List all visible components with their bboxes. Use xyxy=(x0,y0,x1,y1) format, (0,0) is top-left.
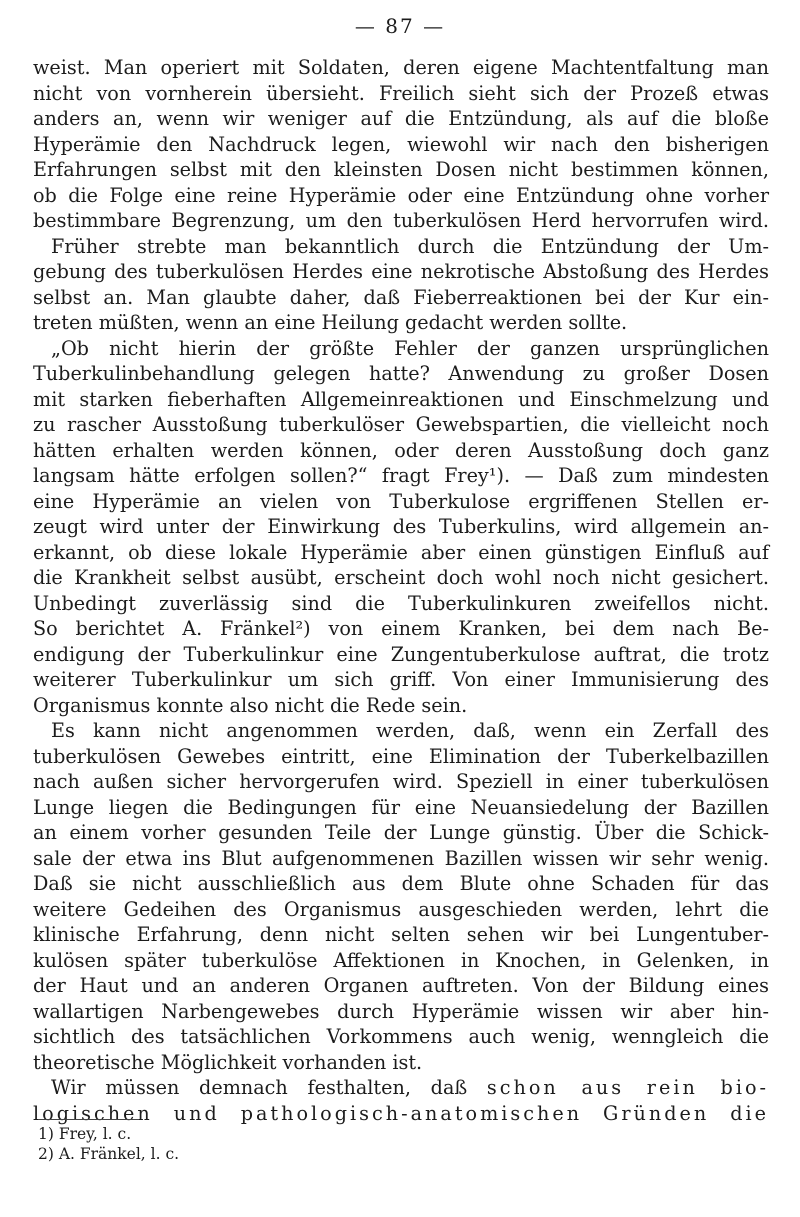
text-line-content: tuberkulösen Gewebes eintritt, eine Elimination der Tuberkelbazillen xyxy=(33,744,769,768)
text-line xyxy=(33,489,769,515)
text-line xyxy=(33,157,769,183)
text-line-content: weiterer Tuberkulinkur um sich griff. Von einer Immunisierung des xyxy=(33,668,769,691)
text-line-content: zu rascher Ausstoßung tuberkulöser Gewebspartien, die vielleicht noch xyxy=(33,413,769,436)
footnote-divider xyxy=(38,1119,138,1120)
text-line-content: sichtlich des tatsächlichen Vorkommens auch wenig, wenngleich die xyxy=(33,1025,769,1048)
text-line xyxy=(33,361,769,387)
text-line xyxy=(33,999,769,1025)
text-line-content: Lunge liegen die Bedingungen für eine Neuansiedelung der Bazillen xyxy=(33,795,769,819)
text-line xyxy=(33,769,769,795)
text-line xyxy=(33,871,769,897)
text-line xyxy=(33,514,769,540)
text-line xyxy=(33,744,769,770)
text-line xyxy=(33,897,769,923)
text-line xyxy=(33,1075,769,1101)
text-line xyxy=(33,106,769,132)
text-line-content: kulösen später tuberkulöse Affektionen in Knochen, in Gelenken, in xyxy=(33,948,769,972)
body-text xyxy=(33,55,769,1126)
text-line xyxy=(33,463,769,489)
text-line xyxy=(33,922,769,948)
text-line-content: die Krankheit selbst ausübt, erscheint doch wohl noch nicht gesichert. xyxy=(33,566,769,589)
text-line-content: sale der etwa ins Blut aufgenommenen Bazillen wissen wir sehr wenig. xyxy=(33,846,769,870)
emphasized-text: logischen und pathologisch-anatomischen Gründen die xyxy=(33,1101,769,1125)
footnotes xyxy=(38,1124,179,1164)
text-line xyxy=(33,310,769,336)
text-line-content: gebung des tuberkulösen Herdes eine nekrotische Abstoßung des Herdes xyxy=(33,260,769,283)
text-line-content: theoretische Möglichkeit vorhanden ist. xyxy=(33,1050,423,1074)
text-line xyxy=(33,591,769,617)
text-line-content: So berichtet A. Fränkel²) von einem Kranken, bei dem nach Be- xyxy=(33,617,769,640)
text-line xyxy=(33,387,769,413)
text-line xyxy=(33,846,769,872)
text-line-content: mit starken fieberhaften Allgemeinreaktionen und Einschmelzung und xyxy=(33,387,769,411)
text-line xyxy=(33,667,769,693)
text-line-content: hätten erhalten werden können, oder deren Ausstoßung doch ganz xyxy=(33,438,769,462)
text-line-content: anders an, wenn wir weniger auf die Entzündung, als auf die bloße xyxy=(33,107,769,130)
text-line-content: Früher strebte man bekanntlich durch die Entzündung der Um- xyxy=(51,234,769,258)
text-line-content: Wir müssen demnach festhalten, daß xyxy=(51,1076,468,1099)
text-line xyxy=(33,183,769,209)
text-line xyxy=(33,565,769,591)
text-line-content: selbst an. Man glaubte daher, daß Fieberreaktionen bei der Kur ein- xyxy=(33,285,769,309)
text-line-content: weitere Gedeihen des Organismus ausgeschieden werden, lehrt die xyxy=(33,897,769,921)
text-line-content: Daß sie nicht ausschließlich aus dem Blute ohne Schaden für das xyxy=(33,872,769,895)
text-line-content: der Haut und an anderen Organen auftreten. Von der Bildung eines xyxy=(33,974,769,997)
text-line-content: ob die Folge eine reine Hyperämie oder eine Entzündung ohne vorher xyxy=(33,183,769,207)
text-line xyxy=(33,259,769,285)
text-line xyxy=(33,1050,769,1076)
text-line xyxy=(33,285,769,311)
text-line xyxy=(33,55,769,81)
text-line-content: weist. Man operiert mit Soldaten, deren eigene Machtentfaltung man xyxy=(33,56,769,79)
text-line-content: endigung der Tuberkulinkur eine Zungentuberkulose auftrat, die trotz xyxy=(33,642,769,666)
text-line xyxy=(33,208,769,234)
text-line-content: nach außen sicher hervorgerufen wird. Speziell in einer tuberkulösen xyxy=(33,770,769,793)
text-line xyxy=(33,948,769,974)
text-line-content: eine Hyperämie an vielen von Tuberkulose ergriffenen Stellen er- xyxy=(33,489,769,513)
text-line-content: Es kann nicht angenommen werden, daß, wenn ein Zerfall des xyxy=(51,719,769,742)
page-number: — 87 — xyxy=(354,14,446,38)
footnote: 2) A. Fränkel, l. c. xyxy=(38,1145,180,1163)
text-line-content: „Ob nicht hierin der größte Fehler der ganzen ursprünglichen xyxy=(51,336,769,360)
text-line xyxy=(33,412,769,438)
text-line xyxy=(33,234,769,260)
text-line xyxy=(33,336,769,362)
text-line xyxy=(33,540,769,566)
text-line xyxy=(33,616,769,642)
text-line-content: Organismus konnte also nicht die Rede sein. xyxy=(33,693,468,717)
text-line xyxy=(33,718,769,744)
text-line-content: an einem vorher gesunden Teile der Lunge günstig. Über die Schick- xyxy=(33,821,769,844)
text-line xyxy=(33,438,769,464)
text-line-content: zeugt wird unter der Einwirkung des Tuberkulins, wird allgemein an- xyxy=(33,515,769,538)
text-line-content: nicht von vornherein übersieht. Freilich sieht sich der Prozeß etwas xyxy=(33,81,769,105)
text-line xyxy=(33,693,769,719)
text-line-content: Erfahrungen selbst mit den kleinsten Dosen nicht bestimmen können, xyxy=(33,158,769,181)
text-line-content: klinische Erfahrung, denn nicht selten sehen wir bei Lungentuber- xyxy=(33,923,769,946)
emphasized-text: schon aus rein bio- xyxy=(486,1076,769,1099)
text-line xyxy=(33,973,769,999)
text-line-content: langsam hätte erfolgen sollen?“ fragt Frey¹). — Daß zum mindesten xyxy=(33,464,769,487)
text-line xyxy=(33,820,769,846)
text-line-content: erkannt, ob diese lokale Hyperämie aber einen günstigen Einfluß auf xyxy=(33,540,769,564)
text-line xyxy=(33,1101,769,1127)
text-line-content: Unbedingt zuverlässig sind die Tuberkulinkuren zweifellos nicht. xyxy=(33,591,769,615)
text-line-content: Hyperämie den Nachdruck legen, wiewohl wir nach den bisherigen xyxy=(33,132,769,156)
text-line xyxy=(33,132,769,158)
text-line-content: bestimmbare Begrenzung, um den tuberkulösen Herd hervorrufen wird. xyxy=(33,209,769,232)
text-line xyxy=(33,642,769,668)
text-line-content: Tuberkulinbehandlung gelegen hatte? Anwendung zu großer Dosen xyxy=(33,362,769,385)
text-line-content: treten müßten, wenn an eine Heilung gedacht werden sollte. xyxy=(33,311,628,334)
text-line xyxy=(33,81,769,107)
text-line-content: wallartigen Narbengewebes durch Hyperämie wissen wir aber hin- xyxy=(33,999,769,1023)
footnote: 1) Frey, l. c. xyxy=(38,1125,132,1143)
text-line xyxy=(33,1024,769,1050)
text-line xyxy=(33,795,769,821)
